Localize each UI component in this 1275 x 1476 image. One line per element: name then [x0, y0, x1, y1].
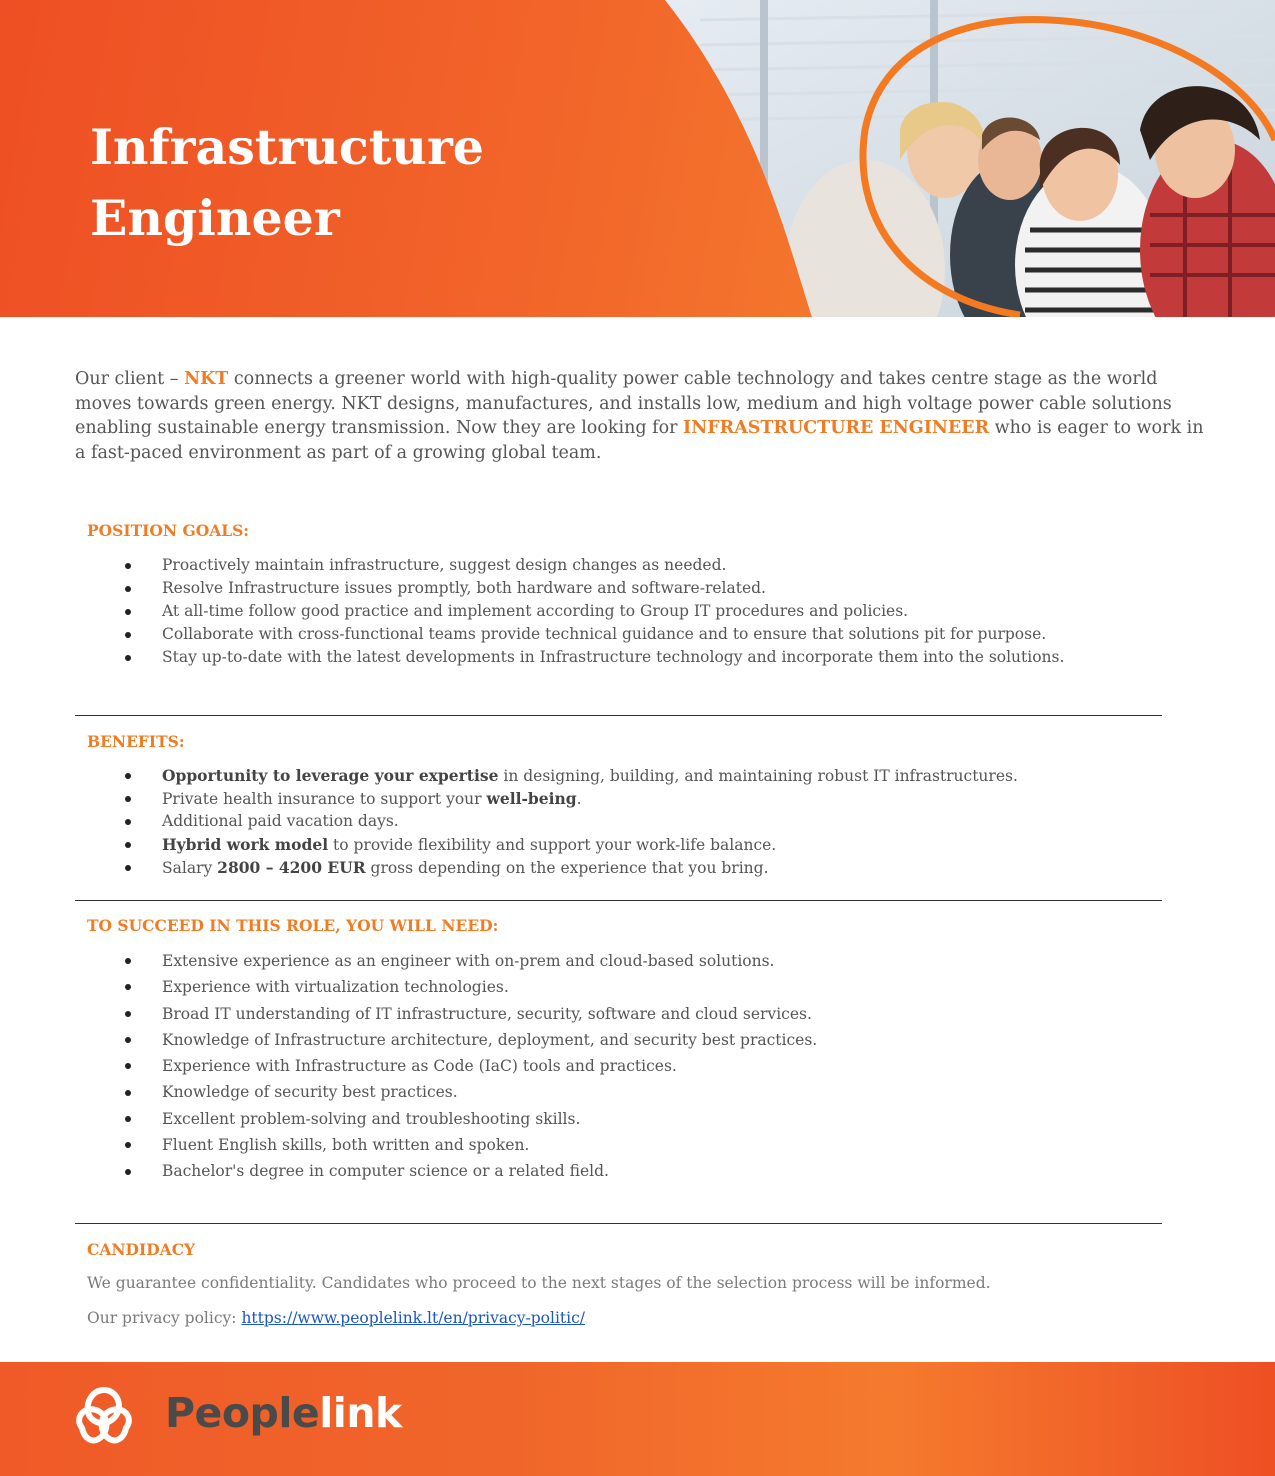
list-item: [0, 856, 1160, 879]
list-item: Bachelor's degree in computer science or a related field.: [0, 1158, 1160, 1184]
intro-suffix: who is eager to work in a fast-paced environment as part of a growing global team.: [75, 418, 1204, 463]
benefit-bold: well-being: [486, 789, 577, 808]
divider: [75, 900, 1162, 901]
benefit-text: .: [576, 790, 582, 808]
intro-prefix: Our client –: [75, 369, 185, 389]
requirements-heading: TO SUCCEED IN THIS ROLE, YOU WILL NEED:: [87, 916, 499, 935]
intro-middle: connects a greener world with high-quality power cable technology and takes centre stage as the world moves towards green energy. NKT designs, manufactures, and installs low, medium and high voltage power cable solutions enabling sustainable energy transmission. Now they are looking for: [75, 369, 1172, 438]
list-item: Experience with Infrastructure as Code (IaC) tools and practices.: [0, 1053, 1160, 1079]
list-item: [0, 764, 1160, 787]
peoplelink-logo-icon: [68, 1382, 140, 1454]
list-item: Resolve Infrastructure issues promptly, both hardware and software-related.: [0, 577, 1160, 600]
list-item: Knowledge of Infrastructure architecture, deployment, and security best practices.: [0, 1027, 1160, 1053]
benefit-bold: Hybrid work model: [162, 835, 329, 854]
benefit-text: gross depending on the experience that you bring.: [365, 859, 769, 877]
list-item: Stay up-to-date with the latest developments in Infrastructure technology and incorporate them into the solutions.: [0, 646, 1160, 669]
benefit-text: in designing, building, and maintaining robust IT infrastructures.: [498, 767, 1018, 785]
list-item: Proactively maintain infrastructure, suggest design changes as needed.: [0, 554, 1160, 577]
benefits-heading: BENEFITS:: [87, 732, 185, 751]
brand-name: [165, 1389, 402, 1437]
list-item: [0, 810, 1160, 833]
divider: [75, 715, 1162, 716]
privacy-label: Our privacy policy:: [87, 1309, 242, 1327]
privacy-policy-link[interactable]: https://www.peoplelink.lt/en/privacy-politic/: [241, 1309, 586, 1327]
benefit-pre: Salary: [162, 859, 218, 877]
benefit-text: Additional paid vacation days.: [162, 812, 399, 830]
client-name: NKT: [184, 369, 229, 389]
list-item: Excellent problem-solving and troubleshooting skills.: [0, 1106, 1160, 1132]
divider: [75, 1223, 1162, 1224]
position-goals-heading: POSITION GOALS:: [87, 521, 250, 540]
page-title: [90, 112, 650, 254]
brand-part-link: link: [319, 1389, 402, 1437]
brand-part-people: People: [165, 1389, 320, 1437]
privacy-policy-line: [87, 1309, 585, 1327]
candidacy-heading: CANDIDACY: [87, 1240, 196, 1259]
title-line-2: Engineer: [90, 189, 340, 247]
list-item: Broad IT understanding of IT infrastructure, security, software and cloud services.: [0, 1001, 1160, 1027]
header-banner: [0, 0, 1275, 317]
footer-banner: [0, 1362, 1275, 1476]
position-goals-list: [0, 554, 1160, 669]
list-item: At all-time follow good practice and implement according to Group IT procedures and policies.: [0, 600, 1160, 623]
benefit-text: to provide flexibility and support your work-life balance.: [328, 836, 777, 854]
list-item: [0, 787, 1160, 810]
list-item: Fluent English skills, both written and spoken.: [0, 1132, 1160, 1158]
list-item: Collaborate with cross-functional teams provide technical guidance and to ensure that solutions pit for purpose.: [0, 623, 1160, 646]
role-name: INFRASTRUCTURE ENGINEER: [683, 418, 990, 438]
requirements-list: [0, 948, 1160, 1185]
benefit-bold: 2800 – 4200 EUR: [217, 858, 366, 877]
intro-paragraph: [75, 367, 1205, 465]
list-item: [0, 833, 1160, 856]
benefit-bold: Opportunity to leverage your expertise: [162, 766, 499, 785]
list-item: Knowledge of security best practices.: [0, 1079, 1160, 1105]
list-item: Extensive experience as an engineer with on-prem and cloud-based solutions.: [0, 948, 1160, 974]
list-item: Experience with virtualization technologies.: [0, 974, 1160, 1000]
confidentiality-text: We guarantee confidentiality. Candidates who proceed to the next stages of the selection process will be informed.: [87, 1274, 991, 1292]
title-line-1: Infrastructure: [90, 118, 484, 176]
benefits-list: [0, 764, 1160, 879]
benefit-pre: Private health insurance to support your: [162, 790, 487, 808]
